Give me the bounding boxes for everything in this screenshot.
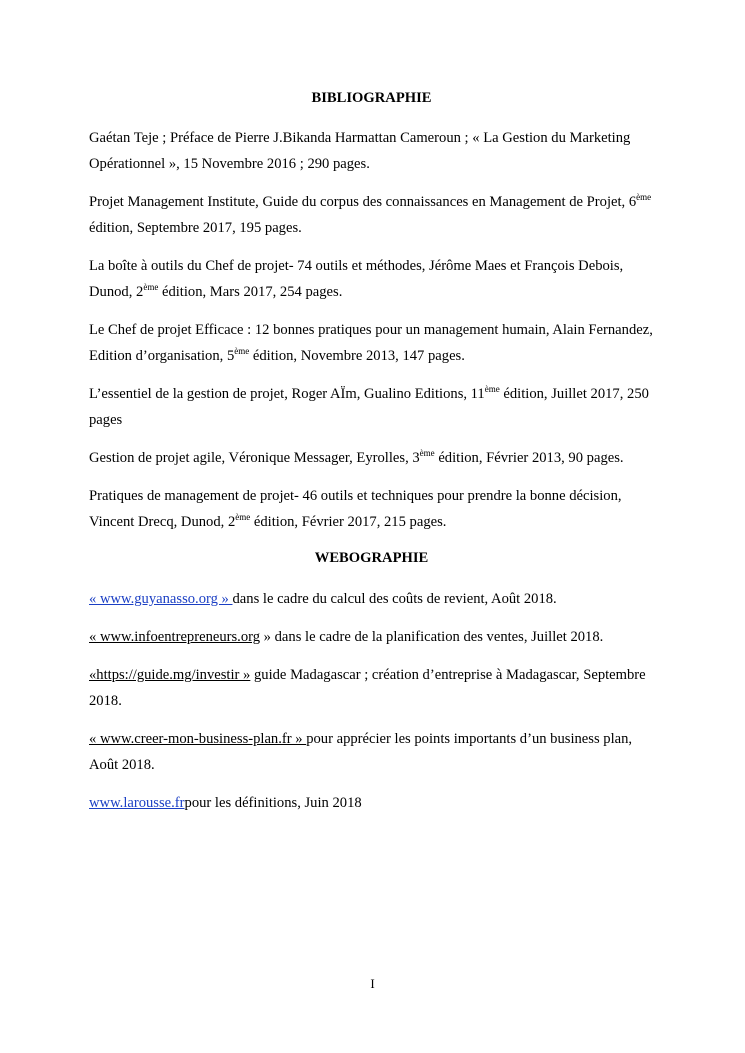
webography-entry: « www.infoentrepreneurs.org » dans le cadre de la planification des ventes, Juillet 2018. xyxy=(89,629,604,645)
bibliography-entry: Gaétan Teje ; Préface de Pierre J.Bikanda Harmattan Cameroun ; « La Gestion du Marketing Opérationnel », 15 Novembre 2016 ; 290 pages. xyxy=(89,130,631,172)
bibliography-entry: Gestion de projet agile, Véronique Messager, Eyrolles, 3ème édition, Février 2013, 90 pages. xyxy=(89,448,624,466)
link-guyanasso[interactable]: « www.guyanasso.org » xyxy=(89,591,233,607)
bibliography-entry: Le Chef de projet Efficace : 12 bonnes pratiques pour un management humain, Alain Fernandez, Edition d’organisation, 5ème édition, Novembre 2013, 147 pages. xyxy=(89,322,653,364)
document-page xyxy=(89,88,654,828)
webography-entry: « www.guyanasso.org » dans le cadre du calcul des coûts de revient, Août 2018. xyxy=(89,591,557,607)
link-infoentrepreneurs[interactable]: « www.infoentrepreneurs.org xyxy=(89,629,261,645)
webography-entry: « www.creer-mon-business-plan.fr » pour apprécier les points importants d’un business plan, Août 2018. xyxy=(89,731,633,773)
webography-title: WEBOGRAPHIE xyxy=(314,550,429,566)
webography-entry: «https://guide.mg/investir » guide Madagascar ; création d’entreprise à Madagascar, Septembre 2018. xyxy=(89,667,646,709)
link-creer-mon-business-plan[interactable]: « www.creer-mon-business-plan.fr » xyxy=(89,731,307,747)
bibliography-entry: Projet Management Institute, Guide du corpus des connaissances en Management de Projet, 6ème édition, Septembre 2017, 195 pages. xyxy=(89,192,652,236)
bibliography-title: BIBLIOGRAPHIE xyxy=(311,90,432,106)
bibliography-entry: Pratiques de management de projet- 46 outils et techniques pour prendre la bonne décision, Vincent Drecq, Dunod, 2ème édition, Février 2017, 215 pages. xyxy=(89,488,622,530)
page-number: I xyxy=(370,976,375,991)
link-larousse[interactable]: www.larousse.fr xyxy=(89,795,185,811)
bibliography-entry: La boîte à outils du Chef de projet- 74 outils et méthodes, Jérôme Maes et François Debois, Dunod, 2ème édition, Mars 2017, 254 pages. xyxy=(89,258,624,300)
bibliography-entry: L’essentiel de la gestion de projet, Roger AÏm, Gualino Editions, 11ème édition, Juillet 2017, 250 pages xyxy=(89,384,649,428)
link-guide-mg[interactable]: «https://guide.mg/investir » xyxy=(89,667,251,683)
webography-entry: www.larousse.frpour les définitions, Juin 2018 xyxy=(89,795,362,811)
